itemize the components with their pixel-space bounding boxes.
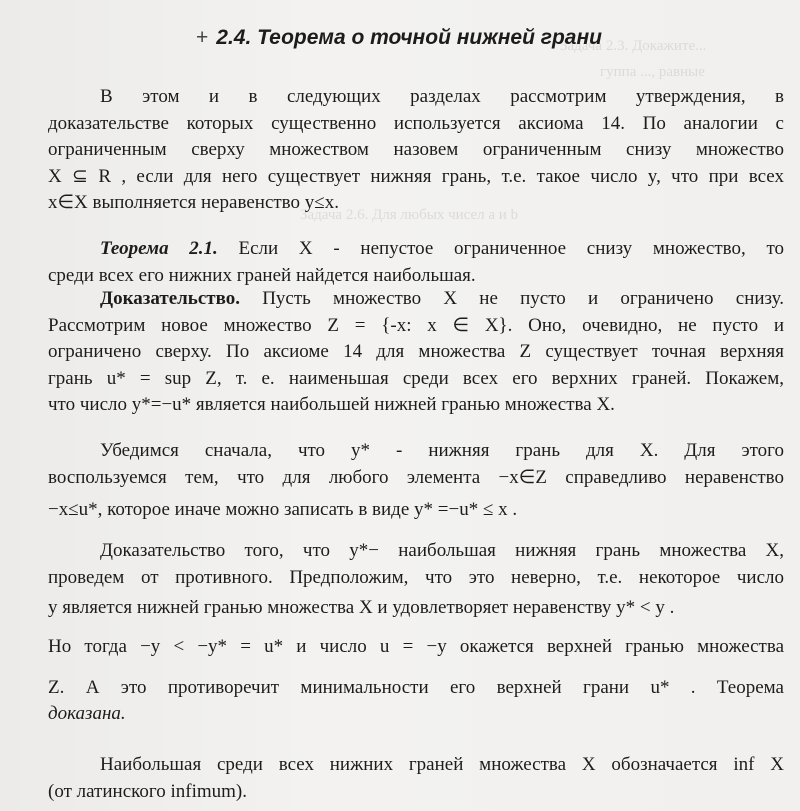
paragraph-intro [48, 84, 784, 217]
text-line: Рассмотрим новое множество Z = {-x: x ∈ X}. Оно, очевидно, не пусто и [48, 314, 784, 336]
proof-label: Доказательство. [100, 288, 240, 309]
proof-line [48, 286, 784, 313]
text-line: грань u* = sup Z, т. е. наименьшая среди всех его верхних граней. Покажем, [48, 367, 784, 389]
bleed-through-text: Задача 2.3. Докажите... [560, 38, 707, 54]
text-line: проведем от противного. Предположим, что это неверно, т.е. некоторое число [48, 566, 784, 588]
paragraph-lower-bound [48, 438, 784, 524]
text-line: Z. А это противоречит минимальности его верхней грани u* . Теорема [48, 676, 784, 698]
text-line: воспользуемся тем, что для любого элемента −x∈Z справедливо неравенство [48, 466, 784, 488]
text-line: −x≤u*, которое иначе можно записать в виде y* =−u* ≤ x . [48, 499, 518, 520]
text-line: Но тогда −y < −y* = u* и число u = −y окажется верхней гранью множества [48, 636, 784, 657]
bleed-through-text: гуппа ..., равные [600, 64, 705, 80]
text-line: доказательстве которых существенно используется аксиома 14. По аналогии с [48, 112, 784, 134]
text-line: доказана. [48, 703, 126, 724]
paragraph-theorem [48, 236, 784, 289]
bleed-through-text: Задача 2.6. Для любых чисел a и b [300, 207, 519, 223]
text-line: среди всех его нижних граней найдется наибольшая. [48, 264, 476, 286]
text-line: В этом и в следующих разделах рассмотрим утверждения, в [100, 86, 784, 107]
text-line: Доказательство того, что y*− наибольшая нижняя грань множества X, [100, 540, 784, 561]
section-heading [196, 26, 602, 50]
text-line: Убедимся сначала, что y* - нижняя грань для X. Для этого [100, 440, 784, 461]
text-line: X ⊆ R , если для него существует нижняя грань, т.е. такое число y, что при всех [48, 165, 784, 187]
text-line: что число y*=−u* является наибольшей нижней гранью множества X. [48, 394, 615, 415]
plus-mark: + [196, 26, 209, 49]
paragraph-proof [48, 286, 784, 419]
text-line: y является нижней гранью множества X и удовлетворяет неравенству y* < y . [48, 597, 675, 618]
theorem-text: Если X - непустое ограниченное снизу множество, то [217, 238, 784, 259]
text-line: x∈X выполняется неравенство y≤x. [48, 192, 339, 213]
paragraph-conclusion [48, 634, 784, 728]
proof-text: Пусть множество X не пусто и ограничено снизу. [240, 288, 784, 309]
section-title: 2.4. Теорема о точной нижней грани [216, 26, 602, 49]
text-line: ограничено сверху. По аксиоме 14 для множества Z существует точная верхняя [48, 341, 784, 362]
text-line: ограниченным сверху множеством назовем ограниченным снизу множество [48, 139, 784, 160]
paragraph-contradiction [48, 538, 784, 622]
text-line: (от латинского infimum). [48, 780, 247, 802]
text-line: Наибольшая среди всех нижних граней множества X обозначается inf X [100, 754, 784, 775]
theorem-line [48, 236, 784, 263]
paragraph-infimum [48, 752, 784, 805]
theorem-label: Теорема 2.1. [100, 238, 218, 259]
